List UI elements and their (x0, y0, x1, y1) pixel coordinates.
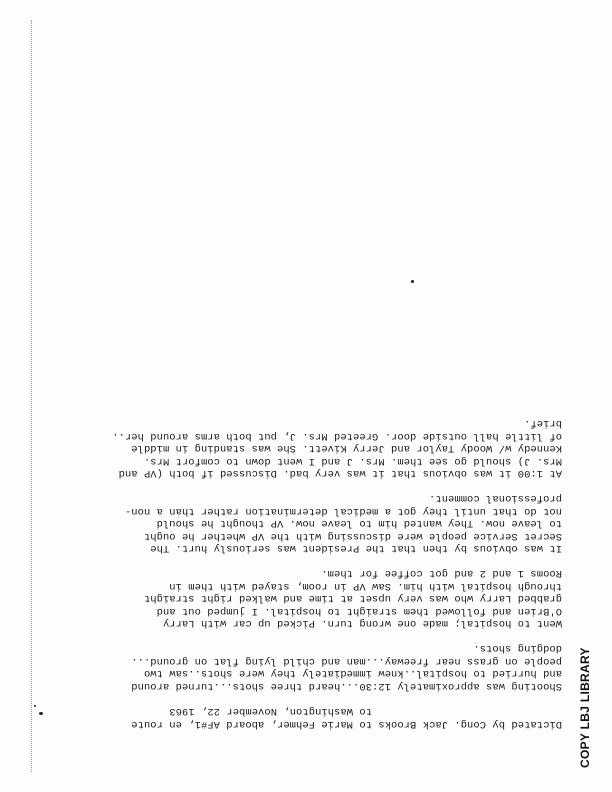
scan-speck (411, 280, 414, 283)
scan-speck (39, 712, 43, 715)
scan-speck (34, 705, 36, 707)
paragraph-4: At 1:00 it was obvious that it was very bad. Discussed if both (VP and Mrs. J) should go see them. Mrs. J and I went down to comfort Mrs. Kennedy w/ Woody Taylor and Jerry Kivett. She was standing in middle of little hall outside door. Greeted Mrs. J, put both arms around her.. brief. (112, 417, 562, 480)
paragraph-3: It was obvious by then that the President was seriously hurt. The Secret Service people were discussing with the VP whether he ought to leave now. They wanted him to leave now. VP thought he should not do that until they got a medical determination rather than a non- professional comment. (124, 492, 562, 555)
upside-down-document (62, 405, 562, 730)
scan-edge-line (31, 20, 33, 772)
library-stamp: COPY LBJ LIBRARY (578, 647, 592, 769)
header-line-2: to Washington, November 22, 1963 (169, 705, 372, 718)
document-header (62, 705, 562, 730)
paragraph-2: Went to hospital; made one wrong turn. Picked up car with Larry O'Brien and followed them straight to hospital. I jumped out and grabbed Larry who was very upset at time and walked right straight through hospital with him. Saw VP in room, stayed with them in Rooms 1 and 2 and got coffee for them. (143, 567, 562, 630)
header-line-1: Dictated by Cong. Jack Brooks to Marie Fehmer, aboard AF#1, en route (131, 718, 562, 730)
paragraph-1: Shooting was approximately 12:30...heard three shots...turned around and hurried to hospital..knew immediately they were shots..saw two people on grass near freeway...man and child lying flat on ground... dodging shots. (131, 642, 562, 692)
